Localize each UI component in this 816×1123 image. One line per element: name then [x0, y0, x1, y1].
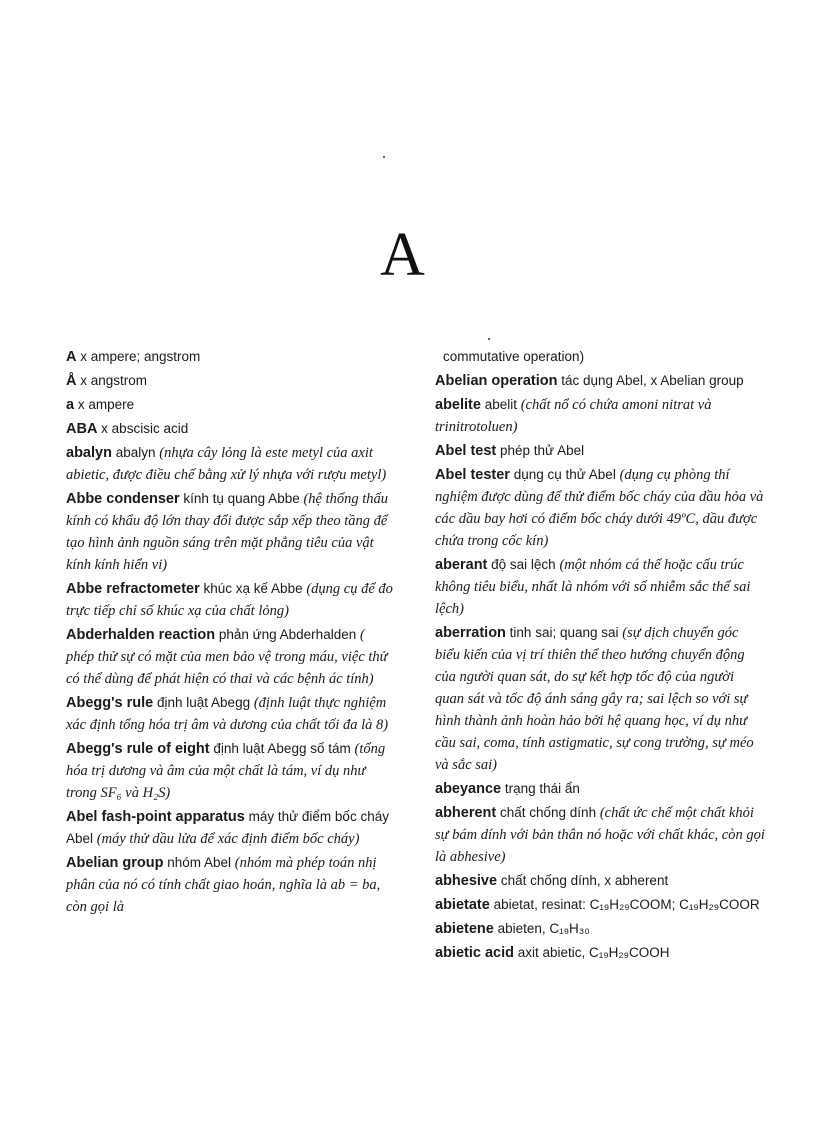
- entry-definition: (tổng hóa trị dương và âm của một chất là tám, ví dụ như trong SF₆ và H₂S): [66, 741, 386, 801]
- entry-headword: Abderhalden reaction: [66, 627, 216, 643]
- entry-headword: a: [66, 397, 75, 413]
- dictionary-entry: [435, 918, 765, 940]
- entry-headword: Abbe condenser: [66, 491, 180, 507]
- dictionary-entry: [66, 488, 396, 576]
- entry-headword: Abel tester: [435, 467, 510, 483]
- entry-translation: nhóm Abel: [163, 855, 235, 870]
- right-column: [435, 346, 765, 966]
- entry-headword: aberant: [435, 557, 488, 573]
- entry-translation: abieten, C₁₉H₃₀: [493, 921, 590, 936]
- dictionary-entry: [435, 346, 765, 368]
- dictionary-entry: [66, 692, 396, 736]
- entry-translation: trạng thái ẩn: [501, 781, 580, 796]
- entry-translation: phép thử Abel: [496, 443, 585, 458]
- dictionary-entry: [66, 852, 396, 918]
- entry-translation: abelit: [480, 397, 521, 412]
- entry-translation: abietat, resinat: C₁₉H₂₉COOM; C₁₉H₂₉COOR: [489, 897, 760, 912]
- entry-translation: x angstrom: [76, 373, 148, 388]
- dictionary-entry: [66, 394, 396, 416]
- entry-headword: A: [66, 349, 77, 365]
- dictionary-entry: [435, 622, 765, 776]
- dictionary-entry: [435, 370, 765, 392]
- dictionary-entry: [66, 624, 396, 690]
- entry-translation: tinh sai; quang sai: [505, 625, 623, 640]
- speck: [383, 156, 385, 158]
- entry-headword: abherent: [435, 805, 497, 821]
- entry-definition: (chất ức chế một chất khỏi sự bám dính với bản thân nó hoặc với chất khác, còn gọi là abhesive): [435, 805, 765, 865]
- entry-translation: axit abietic, C₁₉H₂₉COOH: [513, 945, 670, 960]
- dictionary-entry: [435, 802, 765, 868]
- entry-headword: ABA: [66, 421, 98, 437]
- entry-definition: (một nhóm cá thể hoặc cấu trúc không tiêu biểu, nhất là nhóm với số nhiễm sắc thể sai lệch): [435, 557, 751, 617]
- entry-headword: Abel test: [435, 443, 497, 459]
- entry-headword: abietic acid: [435, 945, 514, 961]
- entry-headword: Abel fash-point apparatus: [66, 809, 245, 825]
- section-letter: A: [380, 221, 425, 289]
- entry-translation: abalyn: [111, 445, 160, 460]
- speck: [488, 338, 490, 340]
- dictionary-entry: [435, 942, 765, 964]
- dictionary-entry: [435, 894, 765, 916]
- entry-headword: abietene: [435, 921, 494, 937]
- entry-definition: (sự dịch chuyển góc biểu kiến của vị trí thiên thể theo hướng chuyển động của người quan sát, do sự kết hợp tốc độ của người quan sát và tốc độ ánh sáng gây ra; sai lệch so với sự hình thành ảnh hoàn hảo bởi hệ quang học, ví dụ như cầu sai, coma, tính astigmatic, sự cong trường, sự méo và sắc sai): [435, 625, 754, 773]
- dictionary-entry: [435, 554, 765, 620]
- entry-translation: khúc xạ kế Abbe: [199, 581, 307, 596]
- entry-headword: abhesive: [435, 873, 498, 889]
- entry-headword: Abelian group: [66, 855, 164, 871]
- entry-translation: commutative operation): [443, 349, 585, 364]
- entry-translation: x ampere: [74, 397, 135, 412]
- entry-translation: độ sai lệch: [487, 557, 560, 572]
- entry-definition: (máy thử dầu lửa để xác định điểm bốc cháy): [96, 831, 360, 847]
- entry-headword: Abbe refractometer: [66, 581, 200, 597]
- dictionary-entry: [435, 778, 765, 800]
- entry-translation: phản ứng Abderhalden: [215, 627, 360, 642]
- entry-translation: tác dụng Abel, x Abelian group: [557, 373, 744, 388]
- dictionary-entry: [435, 440, 765, 462]
- entry-translation: x abscisic acid: [97, 421, 189, 436]
- entry-headword: abelite: [435, 397, 481, 413]
- dictionary-entry: [435, 394, 765, 438]
- entry-headword: abalyn: [66, 445, 112, 461]
- entry-definition: (chất nổ có chứa amoni nitrat và trinitrotoluen): [435, 397, 712, 435]
- entry-headword: aberration: [435, 625, 506, 641]
- entry-definition: (định luật thực nghiệm xác định tổng hóa trị âm và dương của chất tối đa là 8): [66, 695, 389, 733]
- entry-translation: định luật Abegg: [153, 695, 254, 710]
- entry-definition: (dụng cụ để đo trực tiếp chỉ số khúc xạ của chất lỏng): [66, 581, 393, 619]
- left-column: [66, 346, 396, 920]
- entry-translation: định luật Abegg số tám: [209, 741, 355, 756]
- dictionary-entry: [66, 578, 396, 622]
- entry-headword: abeyance: [435, 781, 502, 797]
- entry-translation: chất chống dính, x abherent: [497, 873, 669, 888]
- entry-definition: ( phép thử sự có mặt của men bảo vệ trong máu, việc thử có thể dùng để phát hiện có thai và các bệnh ác tính): [66, 627, 388, 687]
- entry-translation: máy thử điểm bốc cháy Abel: [66, 809, 389, 846]
- dictionary-entry: [435, 464, 765, 552]
- entry-translation: x ampere; angstrom: [76, 349, 201, 364]
- dictionary-entry: [66, 806, 396, 850]
- entry-definition: (hệ thống thấu kính có khẩu độ lớn thay đổi được sắp xếp theo tầng để tạo hình ảnh nguồn sáng trên mặt phẳng tiêu của vật kính kính hiển vi): [66, 491, 389, 573]
- dictionary-entry: [66, 370, 396, 392]
- entry-definition: (dụng cụ phòng thí nghiệm được dùng để thử điểm bốc cháy của dầu hỏa và các dầu bay hơi có điểm bốc cháy dưới 49ºC, dầu được chứa trong cốc kín): [435, 467, 764, 549]
- entry-headword: abietate: [435, 897, 490, 913]
- dictionary-entry: [66, 346, 396, 368]
- entry-headword: Abegg's rule: [66, 695, 154, 711]
- dictionary-entry: [66, 418, 396, 440]
- dictionary-entry: [66, 738, 396, 804]
- entry-translation: chất chống dính: [496, 805, 600, 820]
- dictionary-entry: [66, 442, 396, 486]
- entry-translation: kính tụ quang Abbe: [179, 491, 304, 506]
- entry-definition: (nhóm mà phép toán nhị phân của nó có tính chất giao hoán, nghĩa là ab = ba, còn gọi là: [66, 855, 381, 915]
- dictionary-entry: [435, 870, 765, 892]
- entry-headword: Abegg's rule of eight: [66, 741, 210, 757]
- entry-headword: Å: [66, 373, 77, 389]
- entry-definition: (nhựa cây lỏng là este metyl của axit abietic, được điều chế bằng xử lý nhựa với rượu metyl): [66, 445, 387, 483]
- entry-translation: dụng cụ thử Abel: [509, 467, 620, 482]
- entry-headword: Abelian operation: [435, 373, 558, 389]
